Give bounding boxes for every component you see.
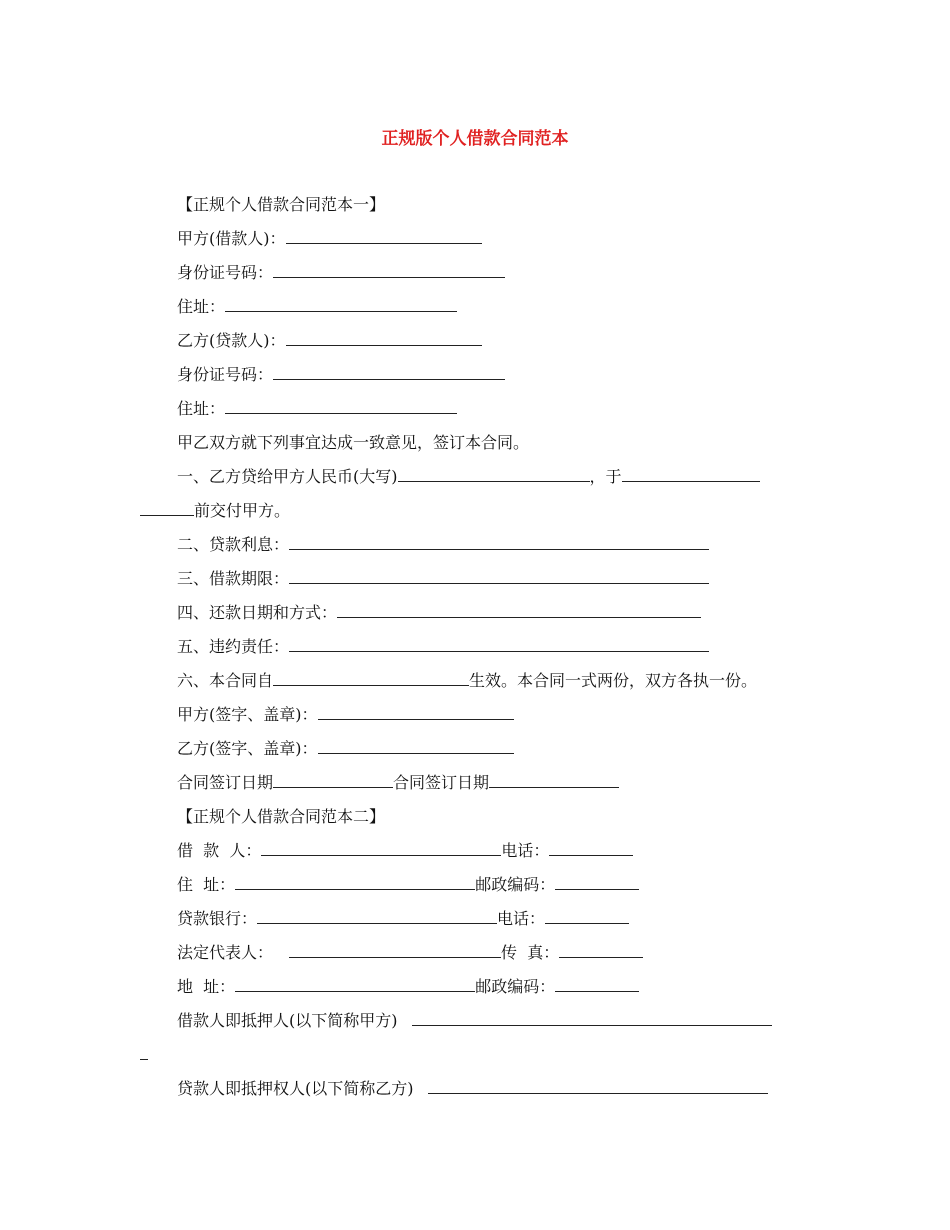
blank-field[interactable] — [555, 976, 639, 992]
blank-field[interactable] — [545, 908, 629, 924]
blank-field[interactable] — [235, 874, 475, 890]
section-heading-1: 【正规个人借款合同范本一】 — [177, 195, 386, 214]
blank-field[interactable] — [412, 1010, 772, 1026]
borrower-address-line: 住 址： 邮政编码： — [177, 874, 639, 896]
blank-field[interactable] — [273, 262, 505, 278]
bank-address-line: 地 址： 邮政编码： — [177, 976, 639, 998]
section-heading-2: 【正规个人借款合同范本二】 — [177, 807, 386, 826]
blank-field[interactable] — [273, 670, 469, 686]
blank-field[interactable] — [549, 840, 633, 856]
blank-field[interactable] — [318, 738, 514, 754]
address-a-line: 住址： — [177, 296, 457, 318]
lending-bank-line: 贷款银行： 电话： — [177, 908, 629, 930]
document-title: 正规版个人借款合同范本 — [381, 129, 569, 149]
blank-field[interactable] — [489, 772, 619, 788]
clause-4-line: 四、还款日期和方式： — [177, 602, 701, 624]
blank-field[interactable] — [337, 602, 701, 618]
address-b-line: 住址： — [177, 398, 457, 420]
clause-1-continued: 前交付甲方。 — [140, 500, 290, 522]
id-b-line: 身份证号码： — [177, 364, 505, 386]
blank-field[interactable] — [225, 398, 457, 414]
blank-field[interactable] — [140, 500, 194, 516]
blank-field[interactable] — [622, 466, 760, 482]
blank-field[interactable] — [286, 228, 482, 244]
legal-rep-line: 法定代表人： 传 真： — [177, 942, 643, 964]
blank-field[interactable] — [273, 364, 505, 380]
mortgagee-line: 贷款人即抵押权人(以下简称乙方) — [177, 1078, 768, 1100]
blank-field[interactable] — [225, 296, 457, 312]
id-a-line: 身份证号码： — [177, 262, 505, 284]
blank-field[interactable] — [289, 568, 709, 584]
blank-field[interactable] — [289, 534, 709, 550]
blank-field[interactable] — [428, 1078, 768, 1094]
blank-field[interactable] — [257, 908, 497, 924]
borrower-line: 借 款 人： 电话： — [177, 840, 633, 862]
clause-2-line: 二、贷款利息： — [177, 534, 709, 556]
blank-field[interactable] — [289, 636, 709, 652]
blank-field[interactable] — [273, 772, 393, 788]
mortgagor-line: 借款人即抵押人(以下简称甲方) — [177, 1010, 772, 1032]
blank-field[interactable] — [559, 942, 643, 958]
blank-field[interactable] — [398, 466, 590, 482]
blank-field[interactable] — [555, 874, 639, 890]
sign-date-line: 合同签订日期 合同签订日期 — [177, 772, 619, 794]
party-b-line: 乙方(贷款人)： — [177, 330, 482, 352]
blank-field[interactable] — [286, 330, 482, 346]
party-a-line: 甲方(借款人)： — [177, 228, 482, 250]
clause-5-line: 五、违约责任： — [177, 636, 709, 658]
sign-a-line: 甲方(签字、盖章)： — [177, 704, 514, 726]
agreement-line: 甲乙双方就下列事宜达成一致意见，签订本合同。 — [177, 433, 530, 452]
clause-1-line: 一、乙方贷给甲方人民币(大写) ，于 — [177, 466, 760, 488]
blank-field[interactable] — [140, 1044, 148, 1060]
blank-field[interactable] — [318, 704, 514, 720]
blank-field[interactable] — [289, 942, 501, 958]
sign-b-line: 乙方(签字、盖章)： — [177, 738, 514, 760]
clause-3-line: 三、借款期限： — [177, 568, 709, 590]
blank-field[interactable] — [261, 840, 501, 856]
clause-6-line: 六、本合同自 生效。本合同一式两份，双方各执一份。 — [177, 671, 758, 690]
mortgagor-continued — [140, 1044, 148, 1066]
blank-field[interactable] — [235, 976, 475, 992]
